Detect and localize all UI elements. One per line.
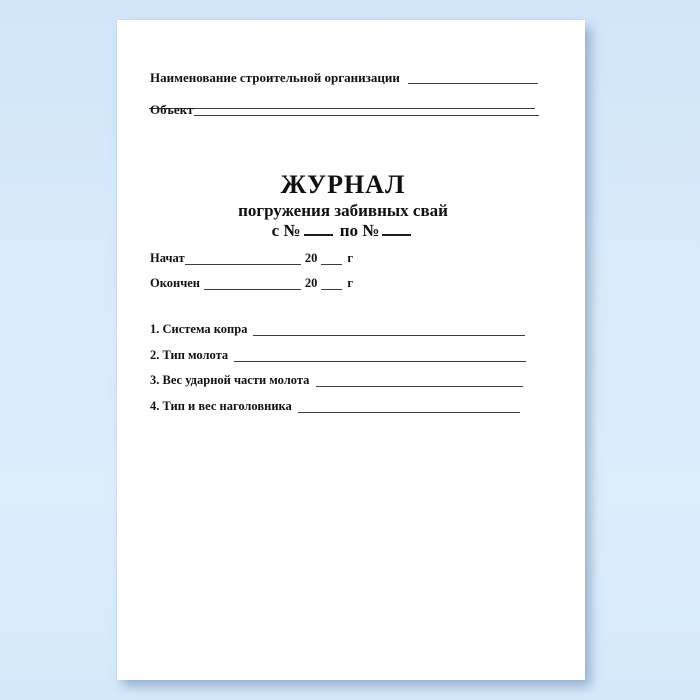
started-year-prefix: 20 [304, 251, 318, 265]
finished-label: Окончен [150, 276, 201, 290]
finished-year-suffix: г [347, 276, 353, 290]
journal-cover-page [117, 20, 585, 680]
started-blank-line [185, 263, 301, 265]
field-label-ves-udarnoy: 3. Вес ударной части молота [150, 373, 310, 387]
started-year-blank [321, 263, 342, 265]
field-blank-molot [234, 360, 526, 362]
field-blank-ves-udarnoy [316, 385, 523, 387]
field-blank-kopra [253, 334, 525, 336]
field-row-kopra [150, 322, 525, 337]
organization-row [150, 70, 538, 85]
range-to-blank [382, 234, 411, 236]
organization-label: Наименование строительной организации [150, 70, 400, 85]
object-blank-line [194, 114, 539, 116]
field-label-nagolovnik: 4. Тип и вес наголовника [150, 399, 292, 413]
object-row [150, 102, 539, 117]
field-label-kopra: 1. Система копра [150, 322, 248, 336]
range-from-label: с № [271, 221, 301, 240]
field-label-molot: 2. Тип молота [150, 348, 229, 362]
journal-number-range [150, 221, 536, 240]
journal-title: ЖУРНАЛ [280, 170, 406, 199]
field-row-nagolovnik [150, 399, 520, 414]
object-label: Объект [150, 102, 194, 117]
journal-subtitle: погружения забивных свай [238, 201, 448, 220]
finished-row [150, 276, 353, 291]
field-row-ves-udarnoy [150, 373, 523, 388]
field-blank-nagolovnik [298, 411, 520, 413]
finished-year-prefix: 20 [304, 276, 318, 290]
started-row [150, 251, 353, 266]
started-label: Начат [150, 251, 185, 265]
range-from-blank [304, 234, 333, 236]
range-to-label: по № [339, 221, 380, 240]
finished-year-blank [321, 288, 342, 290]
organization-blank-line [408, 82, 538, 84]
finished-blank-line [204, 288, 301, 290]
started-year-suffix: г [347, 251, 353, 265]
field-row-molot [150, 348, 526, 363]
